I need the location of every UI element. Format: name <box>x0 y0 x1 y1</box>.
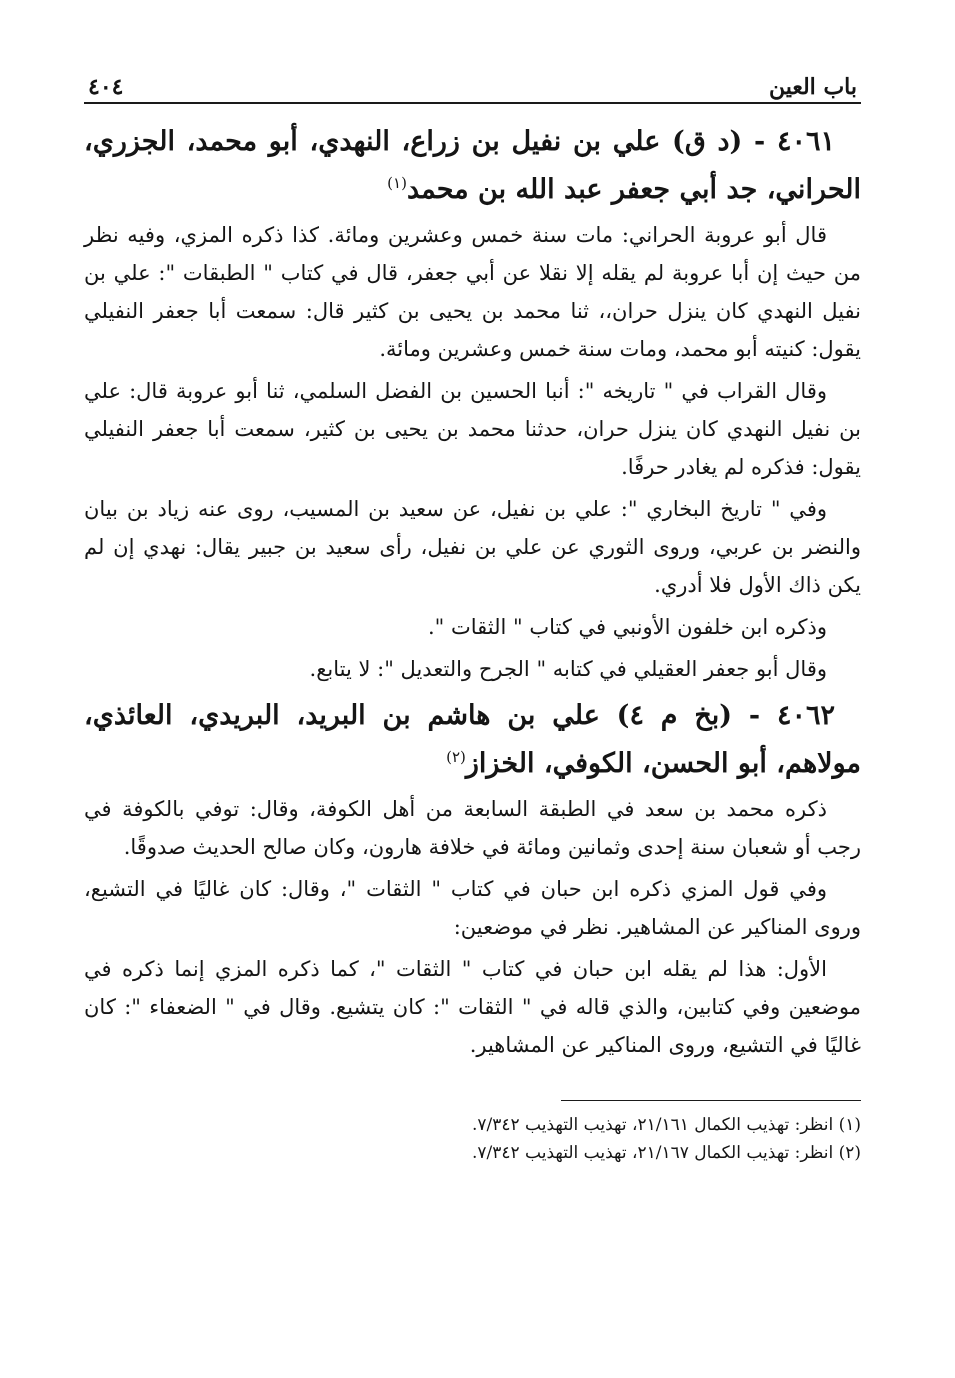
paragraph: وفي " تاريخ البخاري ": علي بن نفيل، عن سعيد بن المسيب، روى عنه زياد بن بيان والنضر بن عربي، وروى الثوري عن علي بن نفيل، رأى سعيد بن جبير يقال: نهدي إن لم يكن ذاك الأول فلا أدري. <box>84 497 861 597</box>
chapter-title: باب العين <box>768 74 857 100</box>
paragraph: وفي قول المزي ذكره ابن حبان في كتاب " الثقات "، وقال: كان غاليًا في التشيع، وروى المناكير عن المشاهير. نظر في موضعين: <box>84 877 861 939</box>
entry-heading-text: ٤٠٦١ - (د ق) علي بن نفيل بن زراع، النهدي، أبو محمد، الجزري، الحراني، جد أبي جعفر عبد الله بن محمد <box>84 126 861 205</box>
paragraph: الأول: هذا لم يقله ابن حبان في كتاب " الثقات "، كما ذكره المزي إنما ذكره في موضعين وفي كتابين، والذي قاله في " الثقات ": كان يتشيع. وقال في " الضعفاء ": كان غاليًا في التشيع، وروى المناكير عن المشاهير. <box>84 957 861 1057</box>
paragraph: وقال أبو جعفر العقيلي في كتابه " الجرح والتعديل ": لا يتابع. <box>309 657 827 681</box>
page-number: ٤٠٤ <box>88 74 124 100</box>
footnote-rule <box>561 1100 861 1101</box>
header-rule <box>84 102 861 104</box>
footnote-ref: (١) <box>387 174 407 192</box>
book-page <box>84 60 861 1167</box>
running-header <box>84 60 861 100</box>
entry-heading <box>84 118 861 214</box>
paragraph: ذكره محمد بن سعد في الطبقة السابعة من أهل الكوفة، وقال: توفي بالكوفة في رجب أو شعبان سنة إحدى وثمانين ومائة في خلافة هارون، وكان صالح الحديث صدوقًا. <box>84 797 861 859</box>
footnote-ref: (٢) <box>446 748 466 766</box>
entry-heading-text: ٤٠٦٢ - (بخ م ٤) علي بن هاشم بن البريد، البريدي، العائذي، مولاهم، أبو الحسن، الكوفي، الخزاز <box>84 700 861 779</box>
entry-4061 <box>84 118 861 688</box>
entry-4062 <box>84 692 861 1064</box>
footnotes <box>84 1100 861 1167</box>
footnote: (٢) انظر: تهذيب الكمال ٢١/١٦٧، تهذيب التهذيب ٧/٣٤٢. <box>471 1143 861 1163</box>
footnote: (١) انظر: تهذيب الكمال ٢١/١٦١، تهذيب التهذيب ٧/٣٤٢. <box>471 1115 861 1135</box>
paragraph: وقال القراب في " تاريخه ": أنبا الحسين بن الفضل السلمي، ثنا أبو عروبة قال: علي بن نفيل النهدي كان ينزل حران، حدثنا محمد بن يحيى بن كثير، سمعت أبا جعفر النفيلي يقول: فذكره لم يغادر حرفًا. <box>84 379 861 479</box>
entry-heading <box>84 692 861 788</box>
paragraph: قال أبو عروبة الحراني: مات سنة خمس وعشرين ومائة. كذا ذكره المزي، وفيه نظر من حيث إن أبا عروبة لم يقله إلا نقلا عن أبي جعفر، قال في كتاب " الطبقات ": علي بن نفيل النهدي كان ينزل حران،، ثنا محمد بن يحيى بن كثير قال: سمعت أبا جعفر النفيلي يقول: كنيته أبو محمد، ومات سنة خمس وعشرين ومائة. <box>84 223 861 361</box>
paragraph: وذكره ابن خلفون الأونبي في كتاب " الثقات ". <box>427 615 827 639</box>
